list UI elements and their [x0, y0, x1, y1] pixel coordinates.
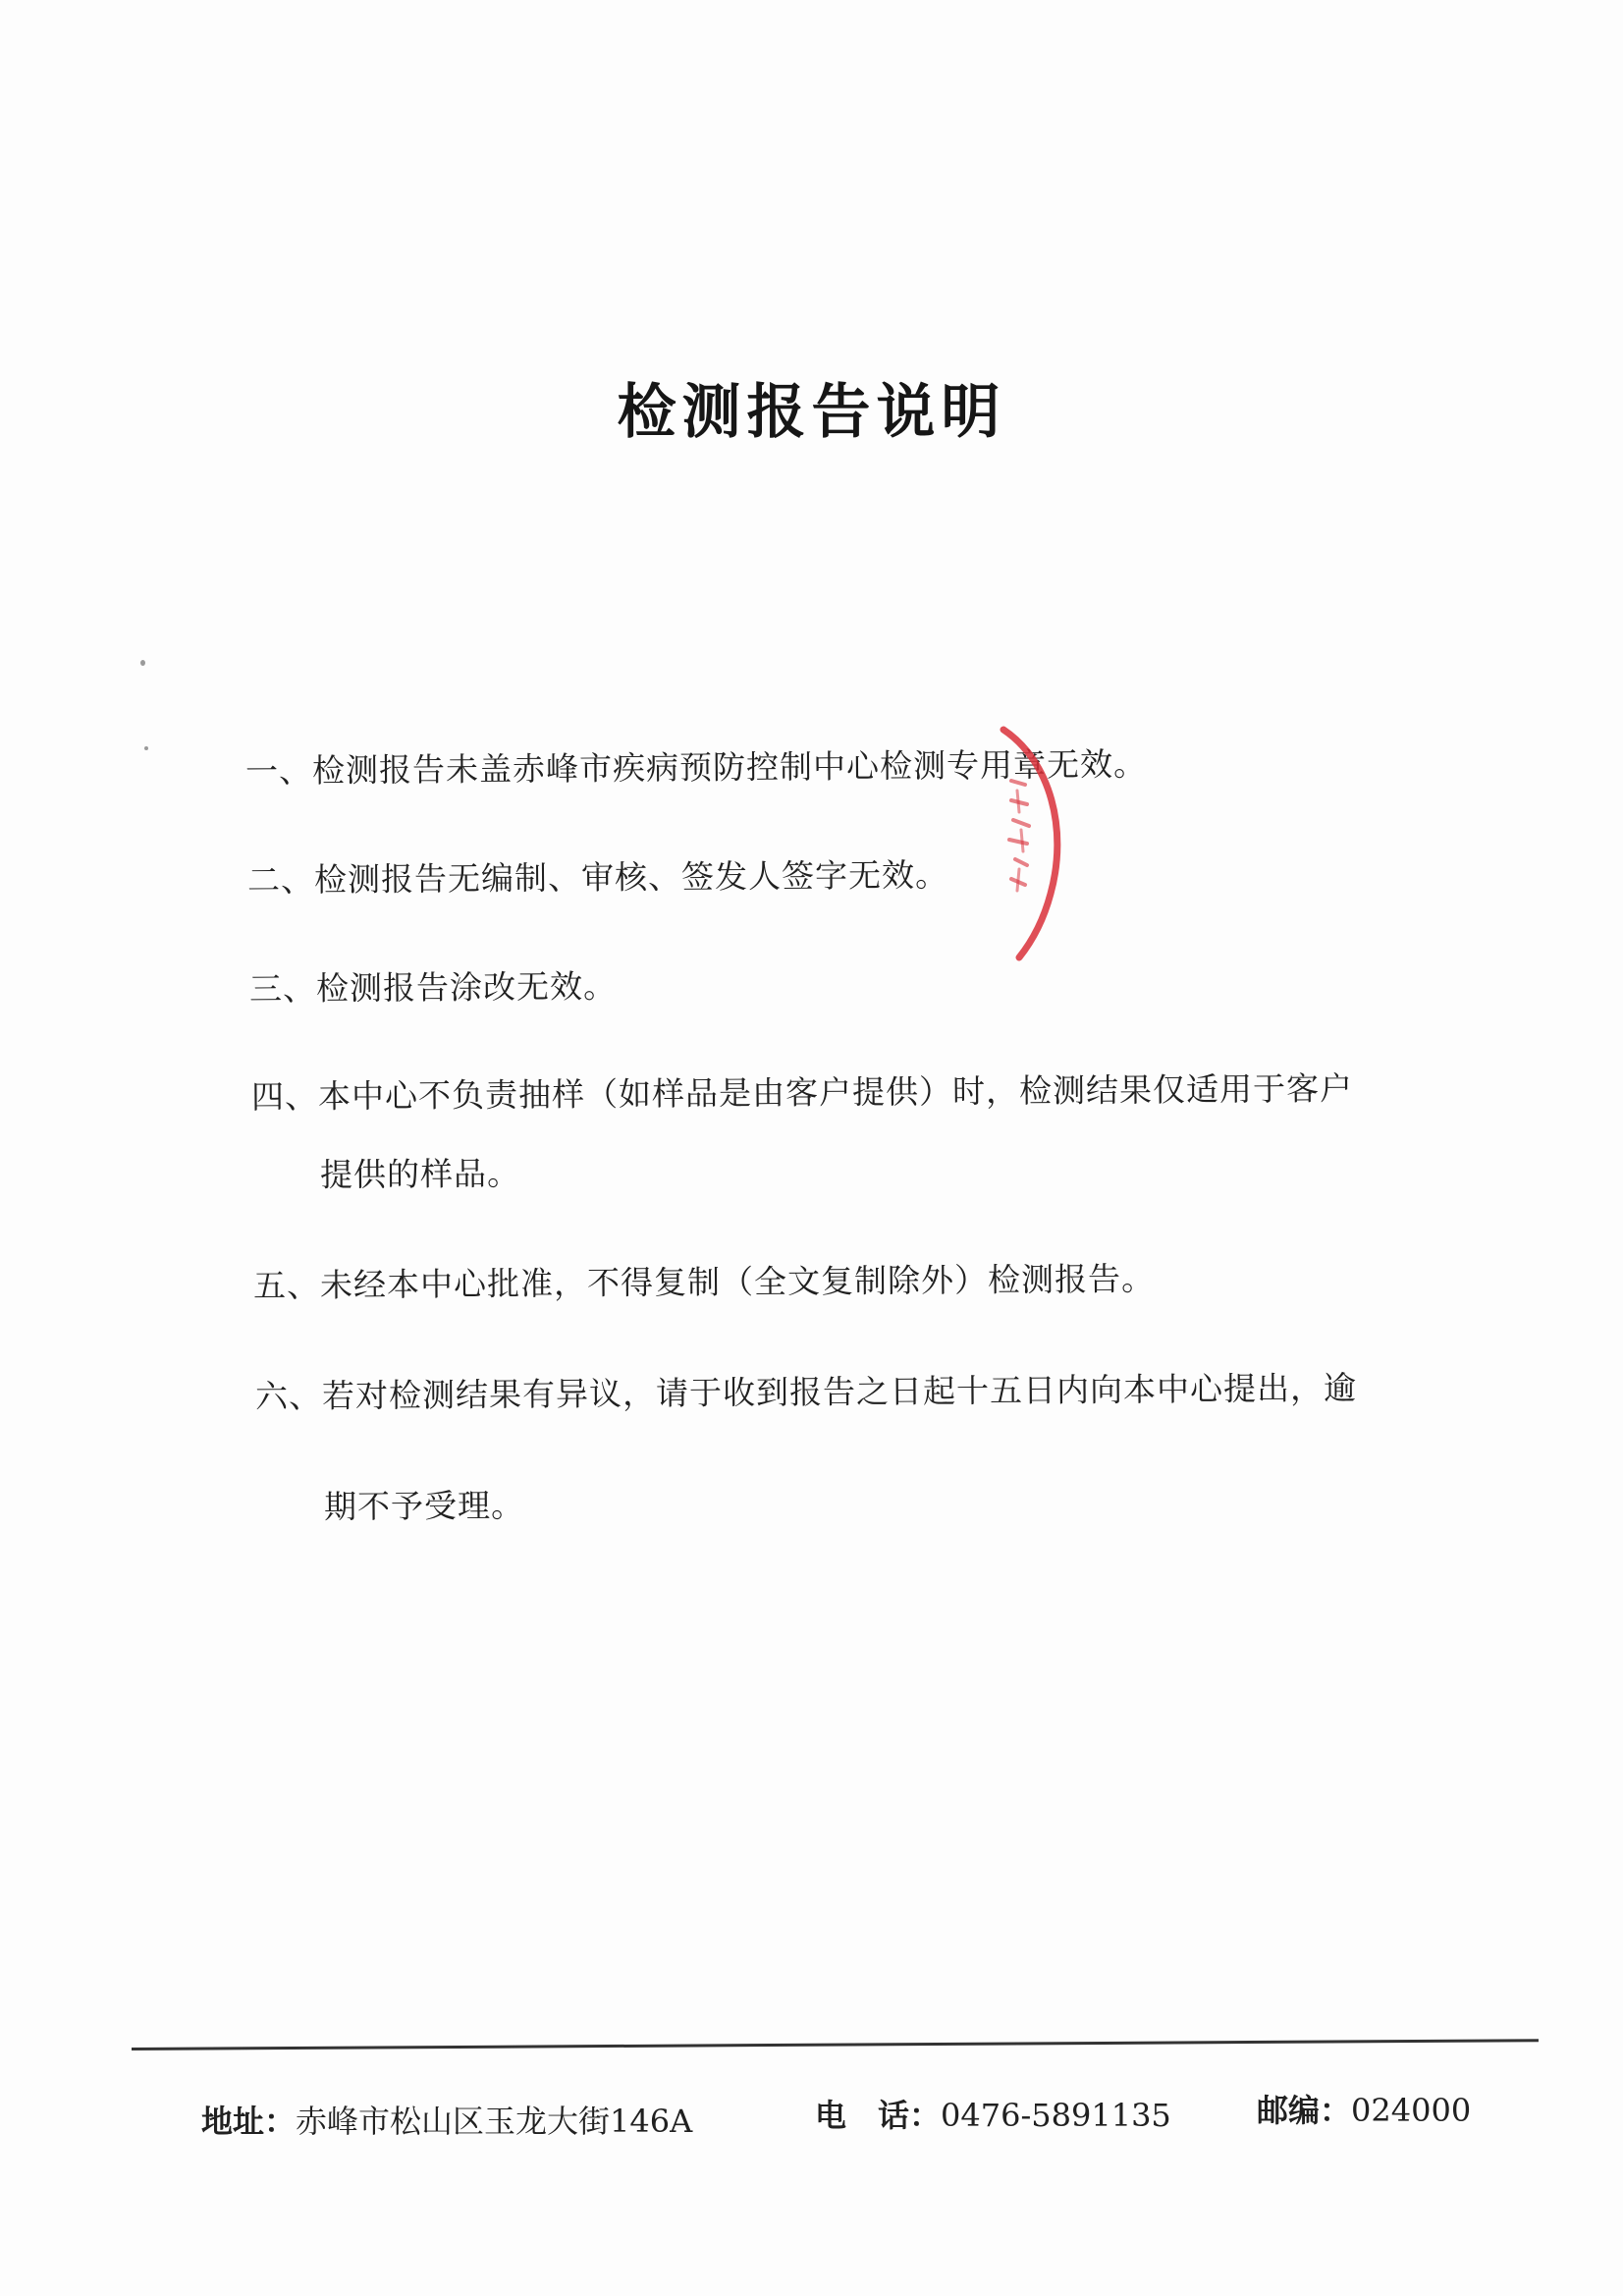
footer-divider [132, 2039, 1539, 2050]
clause-6 [255, 1369, 1357, 1417]
red-seal-stamp [982, 722, 1090, 967]
phone-value: 0476-5891135 [941, 2097, 1171, 2134]
footer-address [201, 2102, 692, 2141]
phone-label: 电 话： [815, 2097, 942, 2134]
scan-speck [144, 746, 148, 750]
clause-number: 二、 [246, 860, 315, 900]
clause-6-continuation: 期不予受理。 [323, 1486, 525, 1526]
clause-text: 检测报告涂改无效。 [315, 966, 618, 1008]
scan-speck [140, 660, 145, 666]
footer-postcode [1257, 2091, 1471, 2130]
clause-number: 五、 [252, 1266, 321, 1305]
footer-phone [815, 2096, 1171, 2135]
clause-5 [253, 1259, 1155, 1305]
clause-text: 检测报告无编制、审核、签发人签字无效。 [313, 855, 949, 900]
clause-text: 本中心不负责抽样（如样品是由客户提供）时，检测结果仅适用于客户 [317, 1068, 1354, 1116]
address-label: 地址： [201, 2103, 297, 2140]
clause-4-continuation: 提供的样品。 [319, 1154, 521, 1194]
clause-number: 三、 [248, 968, 317, 1009]
postcode-value: 024000 [1351, 2092, 1472, 2129]
postcode-label: 邮编： [1257, 2092, 1352, 2129]
clause-3 [249, 967, 617, 1010]
clause-2 [247, 855, 948, 901]
clause-text: 未经本中心批准，不得复制（全文复制除外）检测报告。 [319, 1259, 1156, 1305]
clause-text: 检测报告未盖赤峰市疾病预防控制中心检测专用章无效。 [311, 744, 1148, 791]
address-value: 赤峰市松山区玉龙大街146A [296, 2103, 693, 2140]
clause-number: 四、 [250, 1076, 319, 1117]
clause-number: 一、 [244, 751, 313, 791]
clause-number: 六、 [254, 1376, 323, 1416]
document-title: 检测报告说明 [617, 378, 1006, 447]
clause-4 [251, 1069, 1353, 1118]
clause-text: 若对检测结果有异议，请于收到报告之日起十五日内向本中心提出，逾 [321, 1368, 1358, 1415]
